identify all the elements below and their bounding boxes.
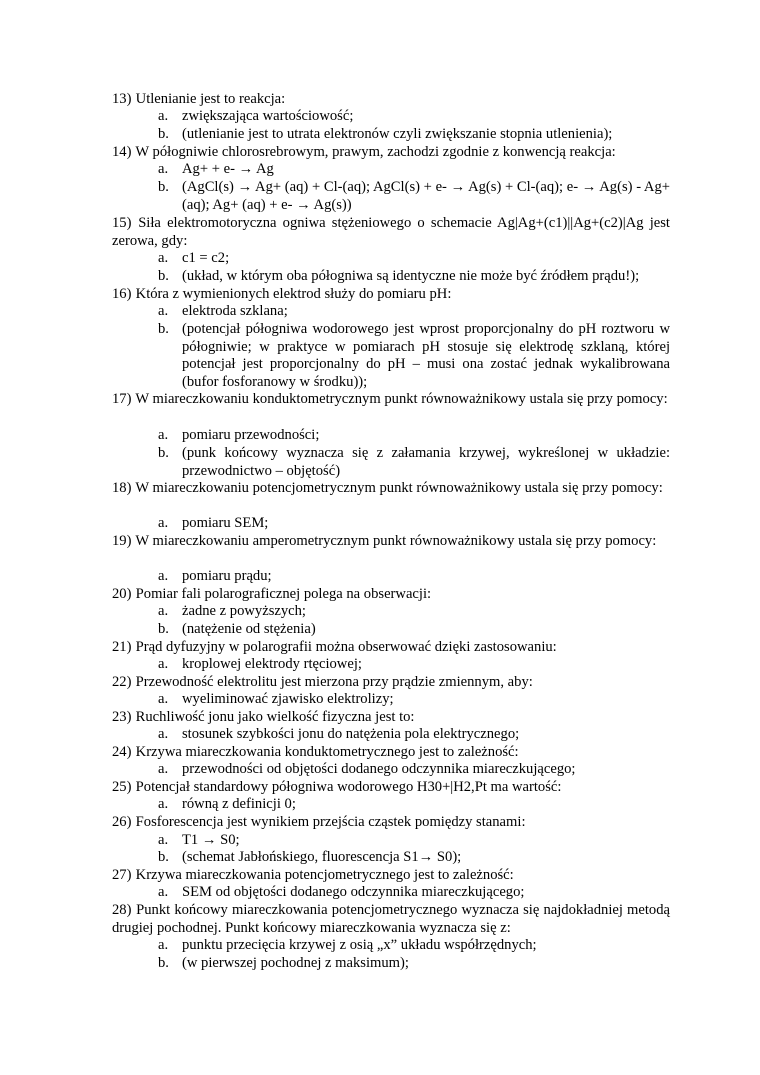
answer-13b: b. (utlenianie jest to utrata elektronów czyli zwiększanie stopnia utlenienia); [158,126,613,142]
question-text: Prąd dyfuzyjny w polarografii można obserwować dzięki zastosowaniu: [135,639,557,655]
answer-13a: a. zwiększająca wartościowość; [158,108,354,124]
question-26: 26) Fosforescencja jest wynikiem przejścia cząstek pomiędzy stanami: [112,814,526,830]
question-17: 17) W miareczkowaniu konduktometrycznym punkt równoważnikowy ustala się przy pomocy: [112,391,668,407]
question-text: Która z wymienionych elektrod służy do pomiaru pH: [135,286,452,302]
question-text: Utlenianie jest to reakcja: [135,91,286,107]
answer-15a: a. c1 = c2; [158,250,230,266]
question-text: Ruchliwość jonu jako wielkość fizyczna jest to: [135,709,415,725]
question-18: 18) W miareczkowaniu potencjometrycznym punkt równoważnikowy ustala się przy pomocy: [112,480,663,496]
answer-19a: a. pomiaru prądu; [158,568,272,584]
answer-26b: b. (schemat Jabłońskiego, fluorescencja S1→ S0); [158,849,462,865]
answer-18a: a. pomiaru SEM; [158,515,269,531]
answer-24a: a. przewodności od objętości dodanego odczynnika miareczkującego; [158,761,576,777]
answer-16b: b. (potencjał półogniwa wodorowego jest wprost proporcjonalny do pH roztworu w półogniwie; w praktyce w pomiarach pH stosuje się elektrodę szklaną, której potencjał jest proporcjonalny do pH – musi ona zostać jednak wykalibrowana (bufor fosforanowy w środku)); [158,321,670,390]
question-15: 15) Siła elektromotoryczna ogniwa stężeniowego o schemacie Ag|Ag+(c1)||Ag+(c2)|Ag jest zerowa, gdy: [112,215,670,249]
question-28: 28) Punkt końcowy miareczkowania potencjometrycznego wyznacza się najdokładniej metodą drugiej pochodnej. Punkt końcowy miareczkowania wyznacza się z: [112,902,670,936]
question-20: 20) Pomiar fali polarograficznej polega na obserwacji: [112,586,432,602]
question-text: W miareczkowaniu amperometrycznym punkt równoważnikowy ustala się przy pomocy: [135,533,657,549]
answer-14b: b. (AgCl(s) → Ag+ (aq) + Cl-(aq); AgCl(s) + e- → Ag(s) + Cl-(aq); e- → Ag(s) - Ag+ (aq); Ag+ (aq) + e- → Ag(s)) [158,179,670,213]
question-19: 19) W miareczkowaniu amperometrycznym punkt równoważnikowy ustala się przy pomocy: [112,533,657,549]
question-text: Siła elektromotoryczna ogniwa stężeniowego o schemacie Ag|Ag+(c1)||Ag+(c2)|Ag jest zerowa, gdy: [112,215,670,249]
question-16: 16) Która z wymienionych elektrod służy do pomiaru pH: [112,286,452,302]
answer-22a: a. wyeliminować zjawisko elektrolizy; [158,691,394,707]
question-text: W miareczkowaniu konduktometrycznym punkt równoważnikowy ustala się przy pomocy: [135,391,668,407]
question-text: W półogniwie chlorosrebrowym, prawym, zachodzi zgodnie z konwencją reakcja: [135,144,616,160]
answer-15b: b. (układ, w którym oba półogniwa są identyczne nie może być źródłem prądu!); [158,268,640,284]
question-24: 24) Krzywa miareczkowania konduktometrycznego jest to zależność: [112,744,519,760]
question-22: 22) Przewodność elektrolitu jest mierzona przy prądzie zmiennym, aby: [112,674,533,690]
question-text: Punkt końcowy miareczkowania potencjometrycznego wyznacza się najdokładniej metodą drugiej pochodnej. Punkt końcowy miareczkowania wyznacza się z: [112,902,670,936]
question-text: Fosforescencja jest wynikiem przejścia cząstek pomiędzy stanami: [135,814,526,830]
answer-14a: a. Ag+ + e- → Ag [158,161,274,177]
answer-25a: a. równą z definicji 0; [158,796,296,812]
answer-17a: a. pomiaru przewodności; [158,427,320,443]
question-23: 23) Ruchliwość jonu jako wielkość fizyczna jest to: [112,709,415,725]
answer-16a: a. elektroda szklana; [158,303,288,319]
answer-28b: b. (w pierwszej pochodnej z maksimum); [158,955,409,971]
question-text: Krzywa miareczkowania potencjometrycznego jest to zależność: [135,867,514,883]
question-27: 27) Krzywa miareczkowania potencjometrycznego jest to zależność: [112,867,514,883]
answer-20b: b. (natężenie od stężenia) [158,621,316,637]
question-text: W miareczkowaniu potencjometrycznym punkt równoważnikowy ustala się przy pomocy: [135,480,663,496]
question-21: 21) Prąd dyfuzyjny w polarografii można obserwować dzięki zastosowaniu: [112,639,557,655]
answer-26a: a. T1 → S0; [158,832,240,848]
question-14: 14) W półogniwie chlorosrebrowym, prawym, zachodzi zgodnie z konwencją reakcja: [112,144,616,160]
answer-21a: a. kroplowej elektrody rtęciowej; [158,656,362,672]
answer-17b: b. (punk końcowy wyznacza się z załamania krzywej, wykreślonej w układzie: przewodnictwo – objętość) [158,445,670,479]
question-text: Pomiar fali polarograficznej polega na obserwacji: [135,586,432,602]
question-text: Przewodność elektrolitu jest mierzona przy prądzie zmiennym, aby: [135,674,533,690]
question-text: Potencjał standardowy półogniwa wodorowego H30+|H2,Pt ma wartość: [135,779,562,795]
question-text: Krzywa miareczkowania konduktometrycznego jest to zależność: [135,744,519,760]
question-13: 13) Utlenianie jest to reakcja: [112,91,286,107]
question-25: 25) Potencjał standardowy półogniwa wodorowego H30+|H2,Pt ma wartość: [112,779,562,795]
answer-28a: a. punktu przecięcia krzywej z osią „x” układu współrzędnych; [158,937,537,953]
answer-23a: a. stosunek szybkości jonu do natężenia pola elektrycznego; [158,726,520,742]
answer-20a: a. żadne z powyższych; [158,603,306,619]
answer-27a: a. SEM od objętości dodanego odczynnika miareczkującego; [158,884,525,900]
